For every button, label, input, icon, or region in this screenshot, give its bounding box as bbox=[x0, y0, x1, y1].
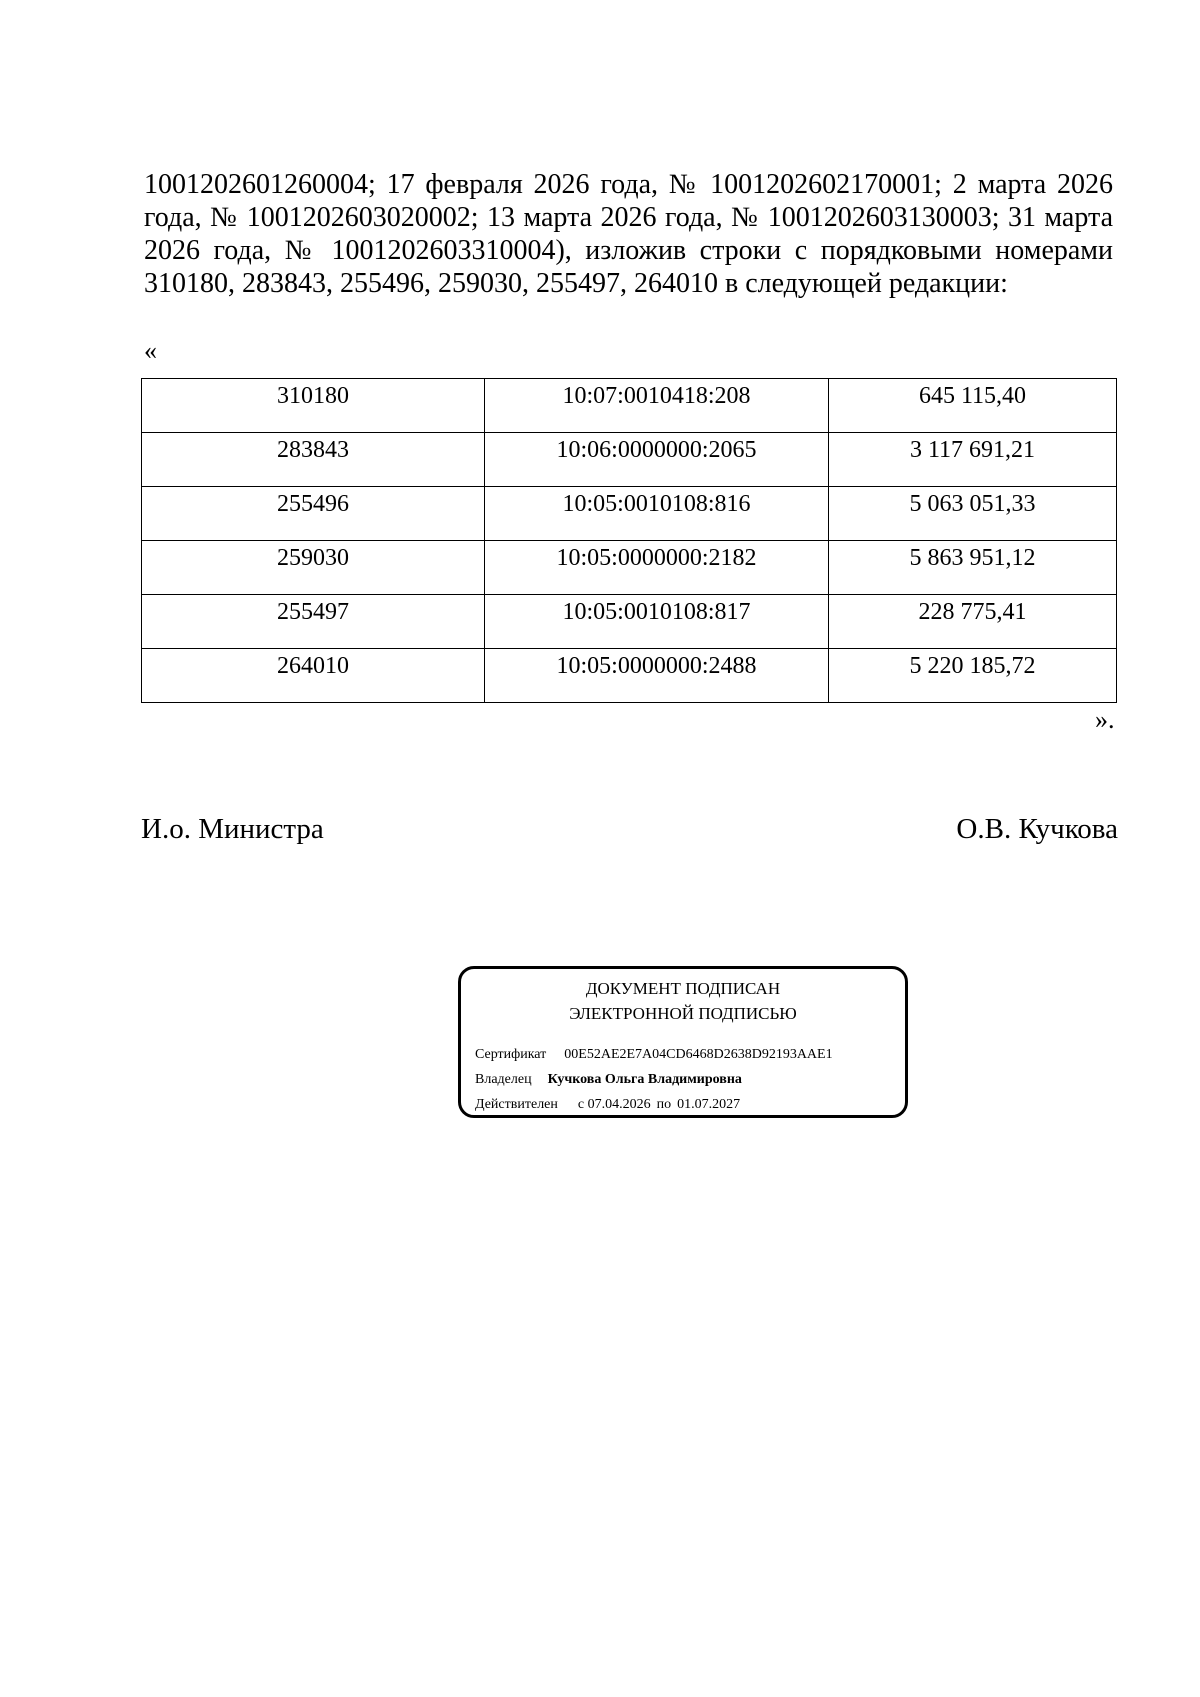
value-cell: 5 063 051,33 bbox=[829, 487, 1117, 541]
paragraph-line: 310180, 283843, 255496, 259030, 255497, 264010 в следующей редакции: bbox=[144, 268, 1008, 299]
amendment-table bbox=[141, 378, 1117, 703]
electronic-signature-stamp bbox=[458, 966, 908, 1118]
value-cell: 3 117 691,21 bbox=[829, 433, 1117, 487]
paragraph-line: года, № 1001202603020002; 13 марта 2026 года, № 1001202603130003; 31 марта bbox=[144, 202, 1113, 233]
stamp-certificate-row bbox=[475, 1045, 833, 1065]
signatory-name: О.В. Кучкова bbox=[956, 813, 1118, 845]
paragraph-line: 1001202601260004; 17 февраля 2026 года, № 1001202602170001; 2 марта 2026 bbox=[144, 169, 1113, 200]
body-paragraph bbox=[144, 168, 1113, 300]
value-cell: 645 115,40 bbox=[829, 379, 1117, 433]
cadastral-number-cell: 10:05:0010108:817 bbox=[485, 595, 829, 649]
cadastral-number-cell: 10:07:0010418:208 bbox=[485, 379, 829, 433]
table-row bbox=[142, 487, 1117, 541]
stamp-validity-row bbox=[475, 1095, 740, 1115]
table-row bbox=[142, 379, 1117, 433]
certificate-label: Сертификат bbox=[475, 1047, 547, 1062]
cadastral-number-cell: 10:05:0000000:2488 bbox=[485, 649, 829, 703]
signatory-title: И.о. Министра bbox=[141, 813, 324, 845]
row-number-cell: 283843 bbox=[142, 433, 485, 487]
row-number-cell: 255496 bbox=[142, 487, 485, 541]
value-cell: 228 775,41 bbox=[829, 595, 1117, 649]
validity-label: Действителен bbox=[475, 1097, 558, 1112]
table-row bbox=[142, 433, 1117, 487]
paragraph-line: 2026 года, № 1001202603310004), изложив строки с порядковыми номерами bbox=[144, 235, 1113, 266]
stamp-heading: ЭЛЕКТРОННОЙ ПОДПИСЬЮ bbox=[569, 1004, 797, 1023]
cadastral-number-cell: 10:06:0000000:2065 bbox=[485, 433, 829, 487]
stamp-heading: ДОКУМЕНТ ПОДПИСАН bbox=[585, 979, 781, 998]
certificate-value: 00E52AE2E7A04CD6468D2638D92193AAE1 bbox=[564, 1047, 833, 1062]
owner-value: Кучкова Ольга Владимировна bbox=[547, 1072, 742, 1087]
value-cell: 5 863 951,12 bbox=[829, 541, 1117, 595]
table-row bbox=[142, 595, 1117, 649]
closing-quote: ». bbox=[1095, 705, 1115, 734]
valid-to-label: по bbox=[656, 1097, 672, 1112]
row-number-cell: 264010 bbox=[142, 649, 485, 703]
table-row bbox=[142, 541, 1117, 595]
stamp-owner-row bbox=[475, 1070, 742, 1090]
value-cell: 5 220 185,72 bbox=[829, 649, 1117, 703]
cadastral-number-cell: 10:05:0000000:2182 bbox=[485, 541, 829, 595]
row-number-cell: 259030 bbox=[142, 541, 485, 595]
opening-quote: « bbox=[144, 336, 157, 365]
row-number-cell: 255497 bbox=[142, 595, 485, 649]
row-number-cell: 310180 bbox=[142, 379, 485, 433]
owner-label: Владелец bbox=[475, 1072, 532, 1087]
valid-from-value: с 07.04.2026 bbox=[577, 1097, 651, 1112]
valid-to-value: 01.07.2027 bbox=[677, 1097, 741, 1112]
cadastral-number-cell: 10:05:0010108:816 bbox=[485, 487, 829, 541]
table-row bbox=[142, 649, 1117, 703]
